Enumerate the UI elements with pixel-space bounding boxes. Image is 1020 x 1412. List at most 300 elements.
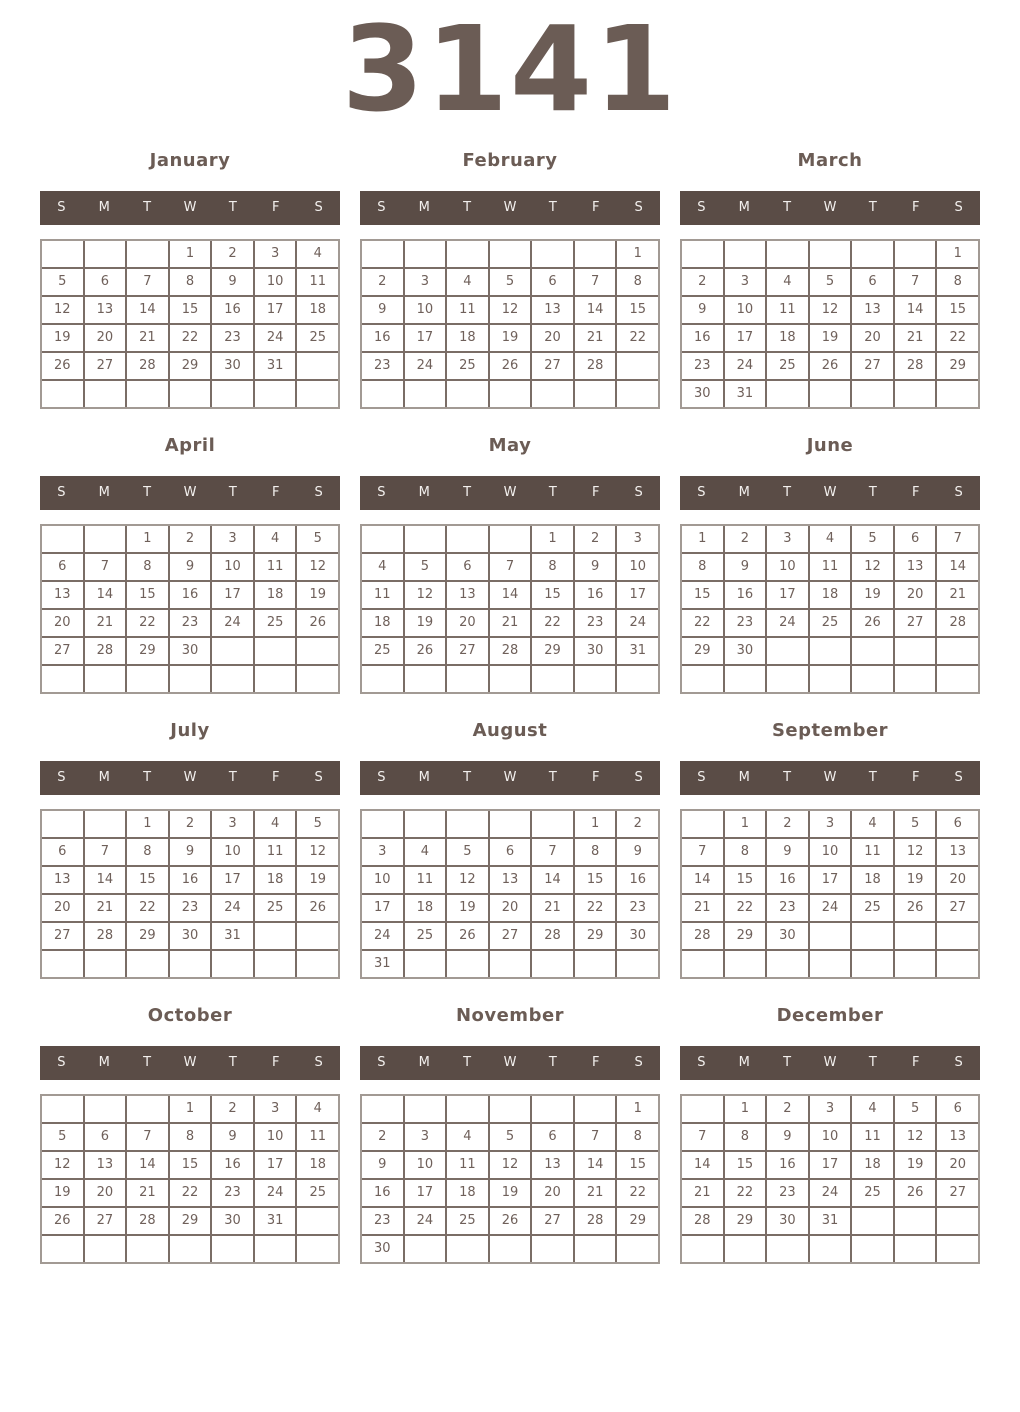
weekday-header [40, 191, 340, 225]
day-cell: 7 [532, 839, 573, 865]
day-cell: 12 [810, 297, 851, 323]
day-cell: 16 [362, 1180, 403, 1206]
empty-day-cell [127, 1236, 168, 1262]
weekday-header-cell: M [98, 770, 110, 786]
empty-day-cell [895, 381, 936, 407]
empty-day-cell [127, 951, 168, 977]
day-cell: 17 [255, 1152, 296, 1178]
day-cell: 15 [725, 867, 766, 893]
weekday-header-cell: T [463, 770, 472, 786]
day-cell: 17 [725, 325, 766, 351]
day-cell: 4 [852, 811, 893, 837]
day-cell: 7 [937, 526, 978, 552]
day-cell: 20 [852, 325, 893, 351]
day-cell: 23 [170, 610, 211, 636]
day-cell: 3 [810, 1096, 851, 1122]
day-cell: 28 [682, 1208, 723, 1234]
day-cell: 16 [725, 582, 766, 608]
weekday-header-cell: F [911, 200, 920, 216]
day-cell: 7 [575, 1124, 616, 1150]
empty-day-cell [42, 811, 83, 837]
day-cell: 24 [212, 895, 253, 921]
empty-day-cell [42, 241, 83, 267]
empty-day-cell [255, 638, 296, 664]
day-cell: 25 [297, 1180, 338, 1206]
weekday-header [680, 476, 980, 510]
empty-day-cell [212, 638, 253, 664]
weekday-header-cell: W [503, 200, 517, 216]
day-cell: 4 [447, 269, 488, 295]
day-cell: 19 [810, 325, 851, 351]
month-april [40, 435, 340, 694]
empty-day-cell [405, 526, 446, 552]
day-cell: 6 [895, 526, 936, 552]
empty-day-cell [42, 666, 83, 692]
empty-day-cell [575, 1236, 616, 1262]
day-cell: 15 [127, 582, 168, 608]
weekday-header-cell: M [98, 200, 110, 216]
day-cell: 29 [170, 353, 211, 379]
day-cell: 30 [725, 638, 766, 664]
empty-day-cell [405, 1096, 446, 1122]
day-cell: 15 [127, 867, 168, 893]
weekday-header-cell: T [783, 770, 792, 786]
empty-day-cell [297, 381, 338, 407]
day-cell: 22 [127, 610, 168, 636]
day-cell: 28 [85, 923, 126, 949]
empty-day-cell [810, 381, 851, 407]
empty-day-cell [212, 666, 253, 692]
day-cell: 11 [297, 269, 338, 295]
month-march [680, 150, 980, 409]
day-cell: 1 [127, 811, 168, 837]
day-cell: 27 [42, 923, 83, 949]
day-cell: 11 [810, 554, 851, 580]
empty-day-cell [362, 381, 403, 407]
day-cell: 12 [42, 1152, 83, 1178]
day-cell: 5 [490, 269, 531, 295]
day-cell: 12 [895, 1124, 936, 1150]
month-title: April [164, 434, 216, 456]
day-cell: 30 [170, 638, 211, 664]
day-cell: 1 [617, 1096, 658, 1122]
day-cell: 2 [212, 1096, 253, 1122]
day-cell: 31 [362, 951, 403, 977]
day-cell: 29 [127, 638, 168, 664]
empty-day-cell [405, 1236, 446, 1262]
month-february [360, 150, 660, 409]
day-cell: 2 [767, 1096, 808, 1122]
day-cell: 7 [127, 269, 168, 295]
day-cell: 13 [85, 297, 126, 323]
empty-day-cell [447, 241, 488, 267]
day-cell: 31 [617, 638, 658, 664]
day-cell: 8 [575, 839, 616, 865]
empty-day-cell [682, 811, 723, 837]
weekday-header-cell: F [911, 485, 920, 501]
weekday-header-cell: W [823, 200, 837, 216]
empty-day-cell [682, 666, 723, 692]
day-cell: 25 [255, 895, 296, 921]
empty-day-cell [852, 241, 893, 267]
day-cell: 24 [767, 610, 808, 636]
day-cell: 18 [852, 867, 893, 893]
day-cell: 11 [767, 297, 808, 323]
empty-day-cell [490, 811, 531, 837]
empty-day-cell [297, 666, 338, 692]
day-cell: 15 [725, 1152, 766, 1178]
day-cell: 28 [127, 1208, 168, 1234]
empty-day-cell [170, 381, 211, 407]
day-cell: 26 [447, 923, 488, 949]
day-cell: 6 [532, 1124, 573, 1150]
weekday-header [360, 761, 660, 795]
empty-day-cell [127, 381, 168, 407]
day-cell: 1 [725, 1096, 766, 1122]
day-cell: 17 [810, 1152, 851, 1178]
day-cell: 18 [255, 582, 296, 608]
day-cell: 25 [447, 353, 488, 379]
weekday-header-cell: T [868, 1055, 877, 1071]
day-cell: 21 [85, 895, 126, 921]
weekday-header-cell: T [463, 1055, 472, 1071]
empty-day-cell [682, 1096, 723, 1122]
day-cell: 26 [42, 353, 83, 379]
weekday-header-cell: F [911, 770, 920, 786]
weekday-header-cell: S [697, 485, 706, 501]
day-cell: 10 [617, 554, 658, 580]
day-cell: 16 [170, 582, 211, 608]
day-cell: 17 [362, 895, 403, 921]
empty-day-cell [532, 241, 573, 267]
day-cell: 26 [852, 610, 893, 636]
day-cell: 6 [42, 554, 83, 580]
empty-day-cell [810, 923, 851, 949]
empty-day-cell [895, 923, 936, 949]
empty-day-cell [810, 638, 851, 664]
day-cell: 10 [810, 1124, 851, 1150]
day-cell: 20 [42, 895, 83, 921]
day-cell: 15 [575, 867, 616, 893]
day-cell: 22 [617, 1180, 658, 1206]
weekday-header-cell: M [418, 200, 430, 216]
day-cell: 22 [575, 895, 616, 921]
day-cell: 29 [575, 923, 616, 949]
day-cell: 7 [490, 554, 531, 580]
weekday-header-cell: T [228, 485, 237, 501]
day-cell: 2 [170, 811, 211, 837]
day-cell: 22 [725, 1180, 766, 1206]
day-cell: 7 [85, 839, 126, 865]
empty-day-cell [725, 666, 766, 692]
day-cell: 24 [255, 325, 296, 351]
empty-day-cell [362, 526, 403, 552]
day-cell: 10 [212, 554, 253, 580]
day-cell: 22 [937, 325, 978, 351]
day-cell: 27 [85, 353, 126, 379]
day-cell: 2 [170, 526, 211, 552]
empty-day-cell [447, 951, 488, 977]
day-cell: 9 [170, 554, 211, 580]
day-cell: 5 [810, 269, 851, 295]
day-cell: 20 [532, 1180, 573, 1206]
empty-day-cell [532, 1236, 573, 1262]
day-cell: 13 [937, 839, 978, 865]
day-cell: 13 [490, 867, 531, 893]
day-cell: 25 [767, 353, 808, 379]
day-cell: 13 [447, 582, 488, 608]
day-cell: 28 [575, 1208, 616, 1234]
day-grid [40, 1094, 340, 1264]
day-cell: 23 [362, 353, 403, 379]
empty-day-cell [42, 1096, 83, 1122]
weekday-header-cell: F [271, 200, 280, 216]
day-cell: 11 [405, 867, 446, 893]
day-cell: 5 [895, 811, 936, 837]
weekday-header-cell: F [911, 1055, 920, 1071]
day-cell: 10 [362, 867, 403, 893]
day-cell: 9 [362, 1152, 403, 1178]
day-cell: 21 [575, 325, 616, 351]
day-cell: 2 [767, 811, 808, 837]
day-cell: 11 [447, 297, 488, 323]
day-cell: 6 [937, 1096, 978, 1122]
day-cell: 8 [725, 839, 766, 865]
day-cell: 2 [682, 269, 723, 295]
day-cell: 7 [127, 1124, 168, 1150]
day-cell: 7 [575, 269, 616, 295]
weekday-header-cell: F [271, 770, 280, 786]
day-cell: 2 [725, 526, 766, 552]
empty-day-cell [212, 951, 253, 977]
day-cell: 12 [490, 297, 531, 323]
day-cell: 30 [362, 1236, 403, 1262]
day-cell: 24 [362, 923, 403, 949]
day-cell: 17 [617, 582, 658, 608]
weekday-header-cell: S [697, 200, 706, 216]
day-cell: 14 [575, 1152, 616, 1178]
day-cell: 31 [810, 1208, 851, 1234]
month-october [40, 1005, 340, 1264]
month-title: February [462, 149, 558, 171]
day-cell: 8 [127, 839, 168, 865]
day-cell: 22 [617, 325, 658, 351]
weekday-header-cell: S [634, 485, 643, 501]
empty-day-cell [937, 638, 978, 664]
weekday-header-cell: T [868, 200, 877, 216]
empty-day-cell [810, 241, 851, 267]
day-cell: 16 [767, 867, 808, 893]
day-cell: 4 [447, 1124, 488, 1150]
day-cell: 4 [297, 1096, 338, 1122]
empty-day-cell [362, 811, 403, 837]
day-cell: 4 [255, 526, 296, 552]
empty-day-cell [42, 381, 83, 407]
day-cell: 8 [532, 554, 573, 580]
day-cell: 19 [297, 867, 338, 893]
weekday-header [680, 191, 980, 225]
day-cell: 26 [42, 1208, 83, 1234]
month-title: August [472, 719, 548, 741]
day-cell: 23 [212, 1180, 253, 1206]
weekday-header-cell: M [738, 1055, 750, 1071]
weekday-header-cell: M [98, 1055, 110, 1071]
day-cell: 20 [85, 1180, 126, 1206]
empty-day-cell [447, 1096, 488, 1122]
day-cell: 1 [937, 241, 978, 267]
weekday-header-cell: S [377, 485, 386, 501]
empty-day-cell [767, 951, 808, 977]
day-cell: 14 [85, 582, 126, 608]
day-cell: 5 [297, 526, 338, 552]
day-cell: 12 [405, 582, 446, 608]
day-cell: 18 [767, 325, 808, 351]
day-cell: 30 [767, 1208, 808, 1234]
day-cell: 19 [895, 867, 936, 893]
day-cell: 18 [255, 867, 296, 893]
weekday-header-cell: M [738, 200, 750, 216]
weekday-header-cell: S [954, 200, 963, 216]
empty-day-cell [255, 1236, 296, 1262]
day-cell: 14 [127, 1152, 168, 1178]
day-cell: 11 [255, 839, 296, 865]
empty-day-cell [895, 1236, 936, 1262]
day-cell: 11 [447, 1152, 488, 1178]
weekday-header-cell: S [57, 770, 66, 786]
weekday-header-cell: S [377, 770, 386, 786]
day-cell: 31 [255, 1208, 296, 1234]
month-september [680, 720, 980, 979]
empty-day-cell [85, 241, 126, 267]
empty-day-cell [170, 666, 211, 692]
day-cell: 10 [255, 1124, 296, 1150]
day-cell: 26 [297, 895, 338, 921]
day-grid [40, 524, 340, 694]
day-cell: 23 [170, 895, 211, 921]
day-cell: 15 [532, 582, 573, 608]
day-cell: 20 [447, 610, 488, 636]
empty-day-cell [852, 923, 893, 949]
day-cell: 22 [170, 325, 211, 351]
day-cell: 10 [767, 554, 808, 580]
weekday-header-cell: T [143, 485, 152, 501]
day-cell: 17 [810, 867, 851, 893]
day-cell: 23 [767, 1180, 808, 1206]
day-cell: 1 [617, 241, 658, 267]
day-cell: 27 [447, 638, 488, 664]
day-cell: 12 [447, 867, 488, 893]
day-cell: 28 [490, 638, 531, 664]
day-cell: 9 [767, 1124, 808, 1150]
day-cell: 2 [362, 269, 403, 295]
empty-day-cell [447, 381, 488, 407]
day-cell: 5 [490, 1124, 531, 1150]
day-cell: 7 [85, 554, 126, 580]
day-cell: 19 [405, 610, 446, 636]
empty-day-cell [405, 241, 446, 267]
day-cell: 13 [532, 1152, 573, 1178]
empty-day-cell [532, 1096, 573, 1122]
weekday-header-cell: S [314, 485, 323, 501]
day-cell: 13 [532, 297, 573, 323]
weekday-header-cell: S [697, 770, 706, 786]
empty-day-cell [490, 526, 531, 552]
day-cell: 9 [362, 297, 403, 323]
empty-day-cell [85, 811, 126, 837]
empty-day-cell [405, 951, 446, 977]
day-cell: 29 [170, 1208, 211, 1234]
day-cell: 13 [852, 297, 893, 323]
weekday-header-cell: T [463, 200, 472, 216]
day-cell: 1 [170, 1096, 211, 1122]
weekday-header-cell: W [183, 485, 197, 501]
day-cell: 26 [895, 895, 936, 921]
empty-day-cell [170, 1236, 211, 1262]
day-cell: 24 [810, 895, 851, 921]
day-cell: 14 [532, 867, 573, 893]
day-cell: 3 [617, 526, 658, 552]
day-cell: 5 [42, 1124, 83, 1150]
day-cell: 10 [405, 1152, 446, 1178]
day-cell: 9 [682, 297, 723, 323]
day-cell: 1 [682, 526, 723, 552]
day-cell: 16 [617, 867, 658, 893]
empty-day-cell [575, 951, 616, 977]
day-cell: 1 [725, 811, 766, 837]
weekday-header-cell: W [183, 1055, 197, 1071]
weekday-header-cell: S [634, 1055, 643, 1071]
weekday-header-cell: W [503, 770, 517, 786]
day-cell: 30 [575, 638, 616, 664]
empty-day-cell [490, 666, 531, 692]
day-cell: 8 [682, 554, 723, 580]
day-cell: 19 [895, 1152, 936, 1178]
day-cell: 18 [447, 325, 488, 351]
day-cell: 16 [575, 582, 616, 608]
weekday-header-cell: F [591, 485, 600, 501]
day-cell: 20 [85, 325, 126, 351]
empty-day-cell [895, 241, 936, 267]
day-cell: 29 [617, 1208, 658, 1234]
weekday-header-cell: F [591, 1055, 600, 1071]
day-cell: 9 [617, 839, 658, 865]
day-cell: 23 [767, 895, 808, 921]
day-cell: 31 [255, 353, 296, 379]
day-cell: 8 [127, 554, 168, 580]
day-cell: 13 [937, 1124, 978, 1150]
day-cell: 16 [212, 1152, 253, 1178]
day-cell: 9 [767, 839, 808, 865]
day-cell: 19 [42, 1180, 83, 1206]
weekday-header-cell: S [57, 1055, 66, 1071]
empty-day-cell [852, 951, 893, 977]
day-cell: 8 [617, 269, 658, 295]
empty-day-cell [895, 1208, 936, 1234]
weekday-header-cell: S [377, 1055, 386, 1071]
day-cell: 6 [852, 269, 893, 295]
weekday-header-cell: T [783, 485, 792, 501]
empty-day-cell [895, 666, 936, 692]
day-cell: 20 [532, 325, 573, 351]
empty-day-cell [362, 241, 403, 267]
day-cell: 2 [575, 526, 616, 552]
month-august [360, 720, 660, 979]
weekday-header [40, 1046, 340, 1080]
month-title: June [806, 434, 854, 456]
day-grid [40, 809, 340, 979]
day-cell: 1 [170, 241, 211, 267]
empty-day-cell [85, 1096, 126, 1122]
